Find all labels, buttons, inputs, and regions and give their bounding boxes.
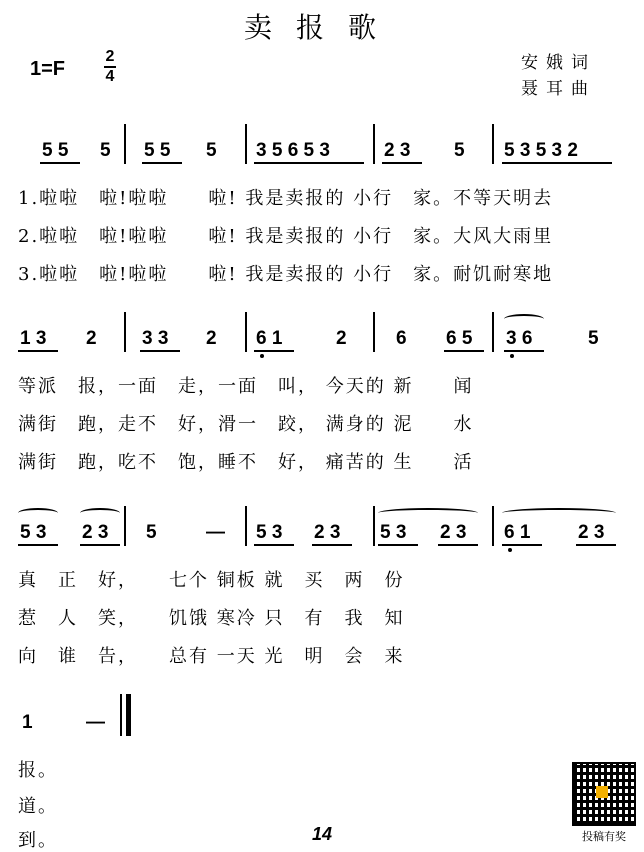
barline: [245, 312, 247, 352]
note-group: 1 3: [20, 328, 47, 349]
underline: [254, 350, 294, 352]
note-group: —: [206, 522, 225, 543]
page-number: 14: [311, 824, 333, 844]
key-signature: 1=F: [30, 58, 66, 80]
final-barline-thin: [120, 694, 122, 736]
barline: [124, 506, 126, 546]
note-group: 5: [100, 140, 111, 161]
note-group: 2 3: [384, 140, 411, 161]
note-group: 5: [454, 140, 465, 161]
note-group: 1: [22, 712, 33, 733]
low-octave-dot: [260, 354, 264, 358]
lyric-line-2: 惹 人 笑， 饥饿 寒冷 只 有 我 知: [18, 608, 405, 629]
barline: [373, 124, 375, 164]
underline: [502, 162, 612, 164]
low-octave-dot: [510, 354, 514, 358]
slur: [18, 508, 58, 518]
note-group: 2 3: [82, 522, 109, 543]
barline: [245, 506, 247, 546]
underline: [254, 162, 364, 164]
lyric-line-3: 3.啦啦 啦!啦啦 啦! 我是卖报的 小行 家。耐饥耐寒地: [18, 264, 554, 285]
note-group: 5 5: [42, 140, 69, 161]
composer-credit: 聂耳曲: [521, 79, 596, 99]
note-group: 3 5 6 5 3: [256, 140, 330, 161]
lyric-line-1: 真 正 好， 七个 铜板 就 买 两 份: [18, 570, 405, 591]
note-group: 5: [206, 140, 217, 161]
note-group: 2 3: [440, 522, 467, 543]
low-octave-dot: [508, 548, 512, 552]
barline: [245, 124, 247, 164]
lyric-line-1: 报。: [18, 760, 58, 781]
slur: [502, 508, 616, 518]
note-group: 5 3: [20, 522, 47, 543]
final-barline-thick: [126, 694, 131, 736]
time-signature: [104, 48, 116, 86]
lyric-line-2: 满街 跑，走不 好，滑一 跤， 满身的 泥 水: [18, 414, 474, 435]
barline: [373, 312, 375, 352]
underline: [80, 544, 120, 546]
lyric-line-2: 2.啦啦 啦!啦啦 啦! 我是卖报的 小行 家。大风大雨里: [18, 226, 554, 247]
lyric-line-3: 满街 跑，吃不 饱，睡不 好， 痛苦的 生 活: [18, 452, 474, 473]
lyric-line-3: 向 谁 告， 总有 一天 光 明 会 来: [18, 646, 405, 667]
underline: [382, 162, 422, 164]
barline: [492, 124, 494, 164]
underline: [576, 544, 616, 546]
lyric-line-2: 道。: [18, 796, 58, 817]
slur: [504, 314, 544, 324]
note-group: 5 3: [256, 522, 283, 543]
underline: [502, 544, 542, 546]
note-group: 5 3 5 3 2: [504, 140, 578, 161]
meter-bottom: 4: [105, 68, 115, 85]
qr-logo: [596, 786, 608, 798]
underline: [254, 544, 294, 546]
note-group: 2 3: [578, 522, 605, 543]
underline: [18, 350, 58, 352]
note-group: 5 5: [144, 140, 171, 161]
note-group: 6 1: [256, 328, 283, 349]
lyric-line-1: 1.啦啦 啦!啦啦 啦! 我是卖报的 小行 家。不等天明去: [18, 188, 554, 209]
note-group: —: [86, 712, 105, 733]
barline: [492, 506, 494, 546]
note-group: 5: [588, 328, 599, 349]
meter-top: 2: [105, 48, 115, 65]
underline: [18, 544, 58, 546]
note-group: 2: [86, 328, 97, 349]
lyricist-credit: 安娥词: [521, 53, 596, 73]
barline: [373, 506, 375, 546]
lyric-line-1: 等派 报，一面 走，一面 叫， 今天的 新 闻: [18, 376, 474, 397]
note-group: 3 6: [506, 328, 533, 349]
song-title: 卖报歌: [243, 11, 400, 44]
underline: [142, 162, 182, 164]
barline: [124, 124, 126, 164]
underline: [378, 544, 418, 546]
underline: [504, 350, 544, 352]
underline: [438, 544, 478, 546]
note-group: 2: [336, 328, 347, 349]
slur: [378, 508, 478, 518]
note-group: 6: [396, 328, 407, 349]
note-group: 6 5: [446, 328, 473, 349]
barline: [492, 312, 494, 352]
underline: [140, 350, 180, 352]
note-group: 5: [146, 522, 157, 543]
qr-caption: 投稿有奖: [582, 831, 626, 843]
note-group: 5 3: [380, 522, 407, 543]
note-group: 6 1: [504, 522, 531, 543]
lyric-line-3: 到。: [18, 830, 58, 851]
barline: [124, 312, 126, 352]
note-group: 2: [206, 328, 217, 349]
note-group: 3 3: [142, 328, 169, 349]
slur: [80, 508, 120, 518]
underline: [312, 544, 352, 546]
underline: [40, 162, 80, 164]
note-group: 2 3: [314, 522, 341, 543]
underline: [444, 350, 484, 352]
